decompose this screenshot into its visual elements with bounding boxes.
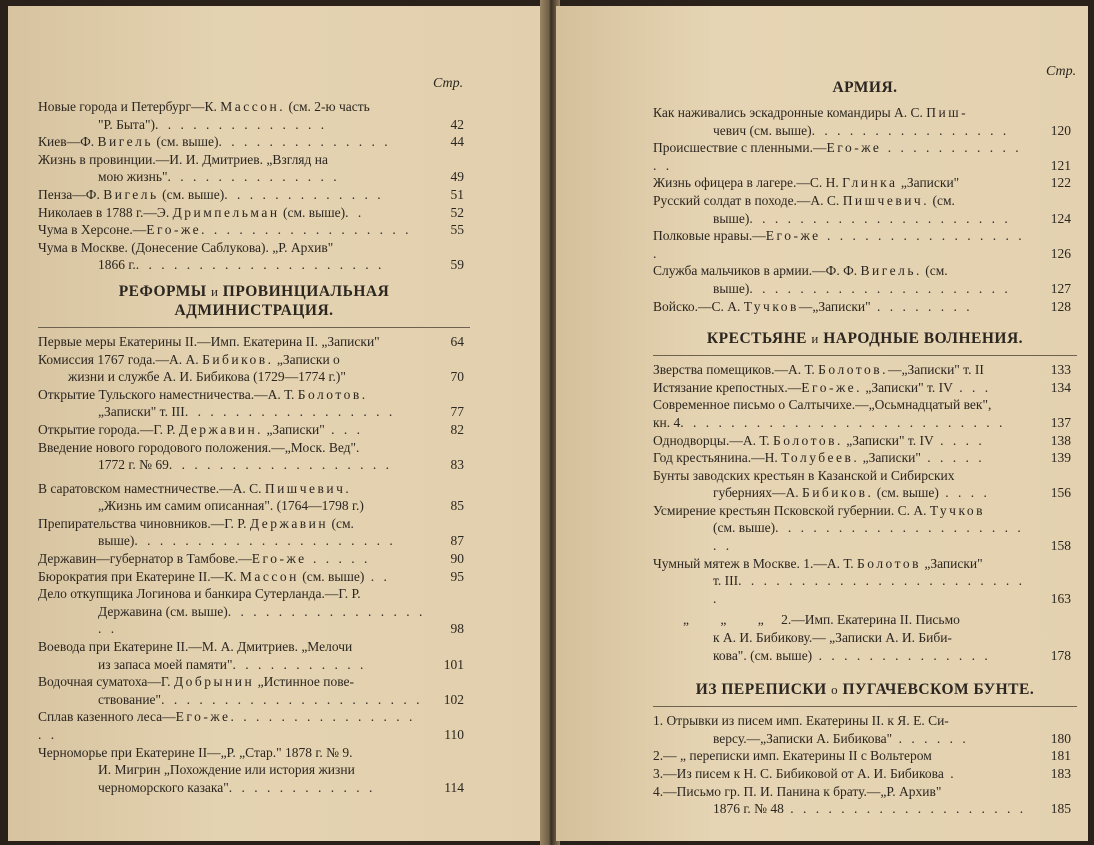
- toc-entry[interactable]: Как наживались эскадронные командиры А. С. Пиш- чевич (см. выше). . . . . . . . . . . . . . . . 120: [653, 105, 1071, 138]
- page-number: 110: [444, 727, 464, 742]
- page-number: 156: [1050, 485, 1071, 501]
- toc-entry[interactable]: Сплав казенного леса—Его-же. . . . . . . . . . . . . . . . . 110: [38, 709, 464, 742]
- page-number: 77: [450, 404, 464, 420]
- page-number: 181: [1050, 748, 1071, 764]
- page-number: 114: [444, 779, 464, 795]
- page-number: 95: [450, 568, 464, 584]
- toc-entry[interactable]: Жизнь офицера в лагере.—С. Н. Глинка „Записки" 122: [653, 175, 1071, 191]
- page-number: 134: [1050, 379, 1071, 395]
- page-number: 82: [450, 421, 464, 437]
- page-number: 126: [1050, 245, 1071, 261]
- page-number: 102: [443, 691, 464, 707]
- divider: [653, 706, 1077, 707]
- toc-entry[interactable]: 4.—Письмо гр. П. И. Панина к брату.—„Р. Архив" 1876 г. № 48 . . . . . . . . . . . . . . . . . . . 185: [653, 783, 1071, 817]
- page-number: 178: [1050, 647, 1071, 663]
- page-number: 64: [450, 333, 464, 349]
- page-number: 42: [450, 116, 464, 132]
- toc-entry[interactable]: Происшествие с пленными.—Его-же . . . . . . . . . . . . . 121: [653, 140, 1071, 173]
- toc-entry[interactable]: Бюрократия при Екатерине II.—К. Массон (см. выше) . . 95: [38, 568, 464, 584]
- toc-entry[interactable]: Николаев в 1788 г.—Э. Дримпельман (см. выше). . 52: [38, 204, 464, 220]
- page-number: 55: [450, 222, 464, 238]
- toc-entry[interactable]: Жизнь в провинции.—И. И. Дмитриев. „Взгляд на мою жизнь". . . . . . . . . . . . . . 49: [38, 151, 464, 185]
- page-number: 90: [450, 551, 464, 567]
- toc-entry[interactable]: Открытие Тульского наместничества.—А. Т. Болотов. „Записки" т. III. . . . . . . . . . . . . . . . . 77: [38, 386, 464, 420]
- toc-entry[interactable]: Введение нового городового положения.—„Моск. Вед". 1772 г. № 69. . . . . . . . . . . . . . . . . . 83: [38, 439, 464, 473]
- toc-entry[interactable]: Истязание крепостных.—Его-же. „Записки" т. IV . . . 134: [653, 379, 1071, 395]
- page-number: 70: [450, 369, 464, 385]
- page-number: 83: [450, 457, 464, 473]
- left-page: [8, 6, 548, 841]
- page-number: 138: [1050, 432, 1071, 448]
- toc-entry[interactable]: Черноморье при Екатерине II—„Р. „Стар." 1878 г. № 9. И. Мигрин „Похождение или история жизни черноморского казака". . . . . . . . . . . . 114: [38, 744, 464, 795]
- toc-entry[interactable]: Год крестьянина.—Н. Толубеев. „Записки" . . . . . 139: [653, 450, 1071, 466]
- toc-entry[interactable]: Препирательства чиновников.—Г. Р. Державин (см. выше). . . . . . . . . . . . . . . . . . . . . 87: [38, 515, 464, 549]
- page-number: 127: [1050, 280, 1071, 296]
- page-number: 137: [1050, 414, 1071, 430]
- divider: [38, 327, 470, 328]
- toc-entry[interactable]: Первые меры Екатерины II.—Имп. Екатерина II. „Записки" 64: [38, 333, 464, 349]
- divider: [653, 355, 1077, 356]
- toc-entry[interactable]: Киев—Ф. Вигель (см. выше). . . . . . . . . . . . . . 44: [38, 134, 464, 150]
- page-number: 158: [1050, 538, 1071, 554]
- toc-entry[interactable]: Войско.—С. А. Тучков—„Записки" . . . . . . . . 128: [653, 298, 1071, 314]
- page-number: 183: [1050, 766, 1071, 781]
- right-page: [556, 6, 1088, 841]
- page-column-header: Стр.: [1046, 64, 1077, 79]
- toc-entry[interactable]: „ „ „ 2.—Имп. Екатерина II. Письмо к А. И. Бибикову.— „Записки А. И. Биби- кова". (см. выше) . . . . . . . . . . . . . . 178: [683, 612, 1071, 663]
- toc-entry[interactable]: Чума в Москве. (Донесение Саблукова). „Р. Архив" 1866 г.. . . . . . . . . . . . . . . . . . . . 59: [38, 239, 464, 273]
- toc-entry[interactable]: Новые города и Петербург—К. Массон. (см. 2-ю часть "Р. Быта"). . . . . . . . . . . . . . 42: [38, 99, 464, 132]
- page-number: 120: [1050, 122, 1071, 138]
- toc-entry[interactable]: Открытие города.—Г. Р. Державин. „Записки" . . . 82: [38, 421, 464, 437]
- toc-entry[interactable]: 1. Отрывки из писем имп. Екатерины II. к Я. Е. Си- версу.—„Записки А. Бибикова" . . . . . . 180: [653, 713, 1071, 746]
- toc-entry[interactable]: 3.—Из писем к Н. С. Бибиковой от А. И. Бибикова . 183: [653, 766, 1071, 781]
- toc-entry[interactable]: Однодворцы.—А. Т. Болотов. „Записки" т. IV . . . . 138: [653, 432, 1071, 448]
- toc-entry[interactable]: Современное письмо о Салтычихе.—„Осьмнадцатый век", кн. 4. . . . . . . . . . . . . . . . . . . . . . . . . . 137: [653, 397, 1071, 430]
- section-heading: КРЕСТЬЯНЕ и НАРОДНЫЕ ВОЛНЕНИЯ.: [706, 330, 1024, 348]
- left-toc-column: [38, 68, 470, 796]
- page-number: 44: [450, 134, 464, 150]
- page-number: 133: [1050, 362, 1071, 378]
- page-number: 185: [1050, 801, 1071, 817]
- toc-entry[interactable]: Зверства помещиков.—А. Т. Болотов.—„Записки" т. II 133: [653, 362, 1071, 378]
- right-toc-column: [653, 68, 1077, 818]
- toc-entry[interactable]: 2.— „ переписки имп. Екатерины II с Вольтером 181: [653, 748, 1071, 764]
- page-number: 101: [443, 656, 464, 672]
- toc-entry[interactable]: Служба мальчиков в армии.—Ф. Ф. Вигель. (см. выше). . . . . . . . . . . . . . . . . . . . . 127: [653, 263, 1071, 296]
- toc-entry[interactable]: Чумный мятеж в Москве. 1.—А. Т. Болотов „Записки" т. III. . . . . . . . . . . . . . . . . . . . . . . . 163: [653, 555, 1071, 606]
- toc-entry[interactable]: Водочная суматоха—Г. Добрынин „Истинное пове- ствование". . . . . . . . . . . . . . . . . . . . . 102: [38, 674, 464, 707]
- toc-entry[interactable]: Полковые нравы.—Его-же . . . . . . . . . . . . . . . . . 126: [653, 228, 1071, 261]
- toc-entry[interactable]: Комиссия 1767 года.—А. А. Бибиков. „Записки о жизни и службе А. И. Бибикова (1729—1774 г.)" 70: [38, 351, 464, 385]
- page-number: 49: [450, 169, 464, 185]
- toc-entry[interactable]: Державин—губернатор в Тамбове.—Его-же . . . . . 90: [38, 551, 464, 567]
- page-number: 124: [1050, 210, 1071, 226]
- section-heading: ИЗ ПЕРЕПИСКИ о ПУГАЧЕВСКОМ БУНТЕ.: [695, 681, 1035, 699]
- toc-entry[interactable]: Усмирение крестьян Псковской губернии. С. А. Тучков (см. выше). . . . . . . . . . . . . . . . . . . . . . 158: [653, 502, 1071, 554]
- toc-entry[interactable]: Бунты заводских крестьян в Казанской и Сибирских губерниях—А. Бибиков. (см. выше) . . . . 156: [653, 467, 1071, 501]
- page-number: 87: [450, 533, 464, 549]
- page-number: 163: [1050, 590, 1071, 606]
- toc-entry[interactable]: Дело откупщика Логинова и банкира Сутерланда.—Г. Р. Державина (см. выше). . . . . . . . . . . . . . . . . . 98: [38, 586, 464, 637]
- page-number: 85: [450, 498, 464, 514]
- toc-entry[interactable]: Воевода при Екатерине II.—М. А. Дмитриев. „Мелочи из запаса моей памяти". . . . . . . . . . . 101: [38, 639, 464, 672]
- page-number: 180: [1050, 730, 1071, 746]
- section-heading: РЕФОРМЫ и ПРОВИНЦИАЛЬНАЯ АДМИНИСТРАЦИЯ.: [118, 282, 390, 319]
- page-number: 59: [450, 257, 464, 273]
- page-number: 121: [1050, 157, 1071, 173]
- page-number: 52: [450, 204, 464, 220]
- page-number: 139: [1050, 450, 1071, 466]
- toc-entry[interactable]: Чума в Херсоне.—Его-же. . . . . . . . . . . . . . . . . 55: [38, 222, 464, 238]
- section-heading: АРМИЯ.: [832, 79, 898, 96]
- page-number: 122: [1050, 175, 1071, 191]
- toc-entry[interactable]: В саратовском наместничестве.—А. С. Пишчевич. „Жизнь им самим описанная". (1764—1798 г.) 85: [38, 480, 464, 514]
- toc-entry[interactable]: Пенза—Ф. Вигель (см. выше). . . . . . . . . . . . . 51: [38, 186, 464, 202]
- page-column-header: Стр.: [433, 76, 464, 91]
- page-number: 51: [450, 186, 464, 202]
- page-number: 128: [1050, 298, 1071, 314]
- page-number: 98: [450, 621, 464, 637]
- toc-entry[interactable]: Русский солдат в походе.—А. С. Пишчевич. (см. выше). . . . . . . . . . . . . . . . . . . . . 124: [653, 192, 1071, 226]
